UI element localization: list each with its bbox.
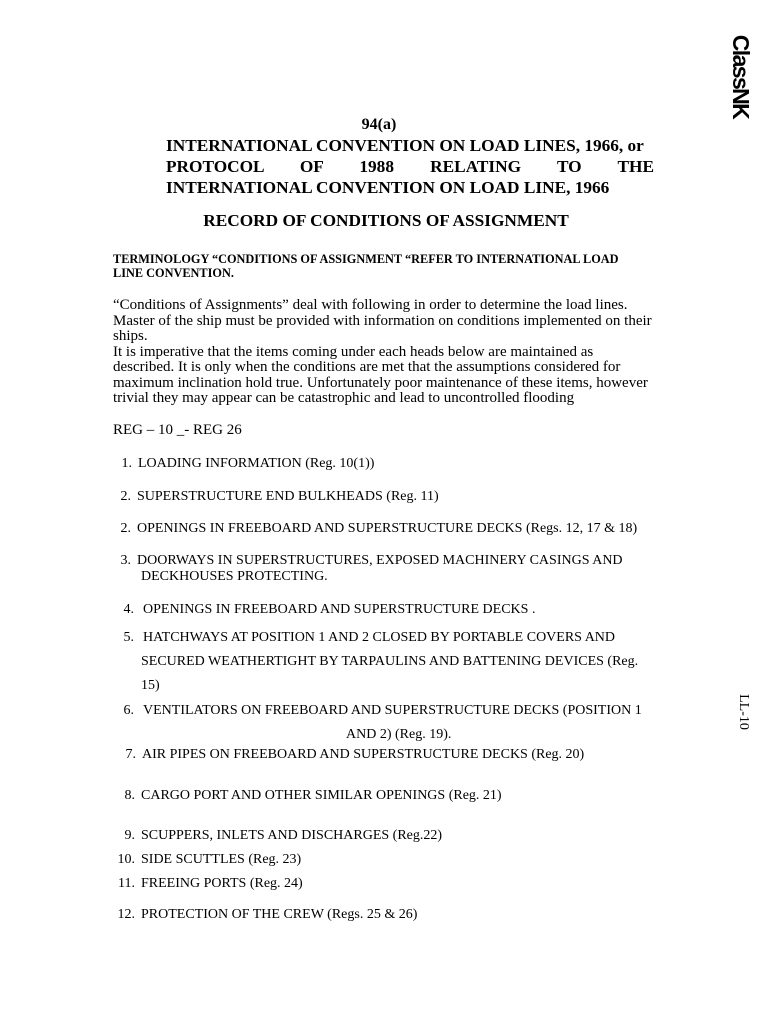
list-item xyxy=(120,699,642,747)
list-item-text: VENTILATORS ON FREEBOARD AND SUPERSTRUCTURE DECKS (POSITION 1 xyxy=(143,703,642,718)
list-item-text: LOADING INFORMATION (Reg. 10(1)) xyxy=(138,456,375,471)
list-item-text-continued: 15) xyxy=(141,678,160,693)
list-item-text-continued: AND 2) (Reg. 19). xyxy=(346,727,452,742)
list-item-text: AIR PIPES ON FREEBOARD AND SUPERSTRUCTURE DECKS (Reg. 20) xyxy=(142,747,585,762)
terminology-note: TERMINOLOGY “CONDITIONS OF ASSIGNMENT “REFER TO INTERNATIONAL LOAD LINE CONVENTION. xyxy=(113,252,619,280)
convention-title-line1: INTERNATIONAL CONVENTION ON LOAD LINES, 1966, or xyxy=(166,136,644,155)
intro-paragraph-1: “Conditions of Assignments” deal with following in order to determine the load lines. Master of the ship must be provided with information on conditions implemented on their ships. xyxy=(113,297,652,344)
list-item-text: CARGO PORT AND OTHER SIMILAR OPENINGS (Reg. 21) xyxy=(141,788,502,803)
list-item xyxy=(116,876,303,892)
list-item-number: 7. xyxy=(125,747,136,762)
list-item-number: 6. xyxy=(123,703,134,718)
list-item-text: DOORWAYS IN SUPERSTRUCTURES, EXPOSED MACHINERY CASINGS AND xyxy=(137,553,623,568)
list-item-number: 8. xyxy=(124,788,135,803)
list-item-number: 2. xyxy=(120,521,131,536)
list-item xyxy=(116,907,417,923)
list-item-text: SCUPPERS, INLETS AND DISCHARGES (Reg.22) xyxy=(141,828,443,843)
list-item xyxy=(121,828,442,844)
convention-title-line3: INTERNATIONAL CONVENTION ON LOAD LINE, 1966 xyxy=(166,178,610,197)
logo-text: ClassNK xyxy=(728,34,755,118)
list-item-text-continued: SECURED WEATHERTIGHT BY TARPAULINS AND BATTENING DEVICES (Reg. xyxy=(141,654,639,669)
classnk-logo xyxy=(718,34,764,118)
list-item-number: 12. xyxy=(117,907,135,922)
page-code-label xyxy=(728,690,758,734)
list-item-number: 1. xyxy=(121,456,132,471)
intro-paragraph-2: It is imperative that the items coming under each heads below are maintained as described. It is only when the conditions are met that the assumptions considered for maximum inclination hold true. Unfortunately poor maintenance of these items, however trivial they may appear can be catastrophic and lead to uncontrolled flooding xyxy=(113,343,648,406)
list-item-text: FREEING PORTS (Reg. 24) xyxy=(141,876,303,891)
regulation-range: REG – 10 _- REG 26 xyxy=(113,422,242,438)
list-item xyxy=(116,852,301,868)
form-number: 94(a) xyxy=(361,116,397,133)
convention-title xyxy=(166,135,654,198)
list-item-number: 4. xyxy=(123,602,134,617)
list-item-text: HATCHWAYS AT POSITION 1 AND 2 CLOSED BY PORTABLE COVERS AND xyxy=(143,630,616,645)
list-item-text: SUPERSTRUCTURE END BULKHEADS (Reg. 11) xyxy=(137,489,439,504)
list-item xyxy=(117,521,637,537)
list-item-text: OPENINGS IN FREEBOARD AND SUPERSTRUCTURE DECKS (Regs. 12, 17 & 18) xyxy=(137,521,638,536)
intro-text xyxy=(113,298,653,407)
list-item xyxy=(117,553,623,585)
list-item xyxy=(120,626,638,698)
page-code-text: LL-10 xyxy=(736,694,752,730)
list-item-text-continued: DECKHOUSES PROTECTING. xyxy=(141,569,328,584)
list-item-number: 5. xyxy=(123,630,134,645)
list-item-number: 9. xyxy=(124,828,135,843)
list-item-number: 11. xyxy=(118,876,135,891)
list-item-text: OPENINGS IN FREEBOARD AND SUPERSTRUCTURE DECKS . xyxy=(143,602,536,617)
list-item-number: 3. xyxy=(120,553,131,568)
list-item xyxy=(118,456,374,472)
record-title: RECORD OF CONDITIONS OF ASSIGNMENT xyxy=(203,211,569,230)
list-item-text: SIDE SCUTTLES (Reg. 23) xyxy=(141,852,302,867)
list-item xyxy=(117,489,439,505)
list-item-text: PROTECTION OF THE CREW (Regs. 25 & 26) xyxy=(141,907,418,922)
list-item-number: 10. xyxy=(117,852,135,867)
list-item-number: 2. xyxy=(120,489,131,504)
list-item xyxy=(121,788,502,804)
list-item xyxy=(122,747,584,763)
list-item xyxy=(120,602,535,618)
convention-title-line2: PROTOCOL OF 1988 RELATING TO THE xyxy=(166,157,654,176)
